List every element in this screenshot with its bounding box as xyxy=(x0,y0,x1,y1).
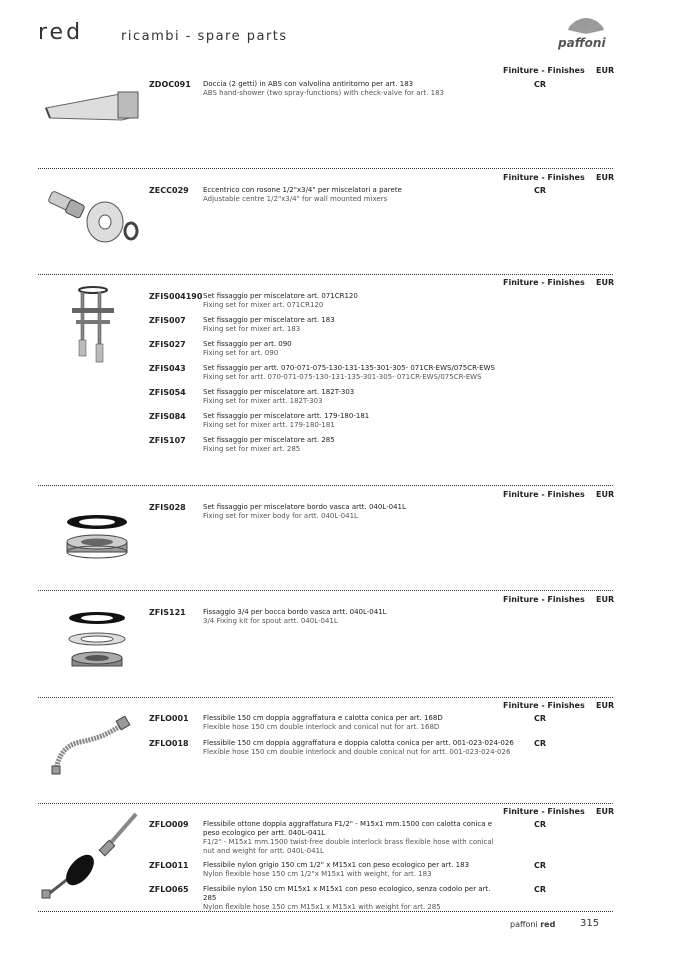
divider xyxy=(38,590,613,591)
spout-fixing-image xyxy=(64,610,130,672)
eur-header: EUR xyxy=(596,66,615,75)
item-description xyxy=(203,739,523,757)
finishes-header: Finiture - Finishes xyxy=(503,173,585,182)
divider xyxy=(38,911,613,912)
item-description xyxy=(203,503,503,521)
footer xyxy=(510,920,555,929)
fixing-rods-image xyxy=(68,284,118,368)
item-finish: CR xyxy=(534,739,547,748)
footer-brand: paffoni xyxy=(510,920,538,929)
item-desc-it: Set fissaggio per miscelatore bordo vasca artt. 040L-041L xyxy=(203,503,406,511)
item-description xyxy=(203,388,503,406)
item-desc-en: Fixing set for art. 090 xyxy=(203,349,279,357)
eur-header: EUR xyxy=(596,278,615,287)
item-desc-en: Fixing set for mixer body for artt. 040L-041L xyxy=(203,512,358,520)
item-desc-it: Set fissaggio per miscelatore art. 285 xyxy=(203,436,335,444)
item-description xyxy=(203,340,503,358)
eur-header: EUR xyxy=(596,701,615,710)
item-desc-en: Fixing set for mixer art. 285 xyxy=(203,445,301,453)
item-finish: CR xyxy=(534,80,547,89)
item-desc-it: Set fissaggio per artt. 070-071-075-130-131-135-301-305- 071CR-EWS/075CR-EWS xyxy=(203,364,495,372)
item-description xyxy=(203,80,503,98)
item-finish: CR xyxy=(534,885,547,894)
item-code: ZFLO009 xyxy=(149,820,189,829)
item-code: ZFLO001 xyxy=(149,714,189,723)
item-desc-en: Fixing set for mixer artt. 182T-303 xyxy=(203,397,323,405)
item-desc-en: 3/4 Fixing kit for spout artt. 040L-041L xyxy=(203,617,338,625)
item-desc-it: Eccentrico con rosone 1/2"x3/4" per miscelatori a parete xyxy=(203,186,402,194)
item-desc-it: Set fissaggio per miscelatore art. 071CR120 xyxy=(203,292,358,300)
item-desc-it: Set fissaggio per art. 090 xyxy=(203,340,292,348)
item-desc-en: Nylon flexible hose 150 cm M15x1 x M15x1 with weight for art. 285 xyxy=(203,903,441,911)
divider xyxy=(38,274,613,275)
item-code: ZFIS027 xyxy=(149,340,186,349)
item-description xyxy=(203,412,503,430)
item-description xyxy=(203,861,503,879)
eur-header: EUR xyxy=(596,173,615,182)
item-code: ZFIS107 xyxy=(149,436,186,445)
item-description xyxy=(203,885,503,912)
item-description xyxy=(203,364,523,382)
eur-header: EUR xyxy=(596,490,615,499)
nylon-hose-weight-image xyxy=(40,810,140,900)
divider xyxy=(38,168,613,169)
hand-shower-image xyxy=(40,86,140,130)
item-desc-it: Set fissaggio per miscelatore artt. 179-180-181 xyxy=(203,412,370,420)
item-code: ZFIS028 xyxy=(149,503,186,512)
eur-header: EUR xyxy=(596,807,615,816)
eccentric-image xyxy=(45,188,141,248)
divider xyxy=(38,485,613,486)
footer-line: red xyxy=(540,920,556,929)
item-finish: CR xyxy=(534,861,547,870)
item-desc-en: Fixing set for mixer art. 071CR120 xyxy=(203,301,324,309)
item-desc-en: ABS hand-shower (two spray-functions) with check-valve for art. 183 xyxy=(203,89,445,97)
divider xyxy=(38,697,613,698)
item-desc-it: Flessibile 150 cm doppia aggraffatura e calotta conica per art. 168D xyxy=(203,714,443,722)
item-description xyxy=(203,316,503,334)
item-desc-it: Flessibile nylon 150 cm M15x1 x M15x1 con peso ecologico, senza codolo per art. 285 xyxy=(203,885,491,902)
item-desc-it: Doccia (2 getti) in ABS con valvolina antiritorno per art. 183 xyxy=(203,80,414,88)
finishes-header: Finiture - Finishes xyxy=(503,278,585,287)
item-description xyxy=(203,436,503,454)
item-desc-it: Set fissaggio per miscelatore art. 182T-303 xyxy=(203,388,355,396)
item-desc-it: Flessibile 150 cm doppia aggraffatura e doppia calotta conica per artt. 001-023-024-026 xyxy=(203,739,514,747)
item-code: ZFIS121 xyxy=(149,608,186,617)
item-desc-it: Set fissaggio per miscelatore art. 183 xyxy=(203,316,335,324)
page-brand: red xyxy=(38,20,84,45)
page-subtitle: ricambi - spare parts xyxy=(121,29,288,44)
item-desc-en: Nylon flexible hose 150 cm 1/2"x M15x1 with weight, for art. 183 xyxy=(203,870,432,878)
finishes-header: Finiture - Finishes xyxy=(503,807,585,816)
item-description xyxy=(203,186,503,204)
item-code: ZFLO018 xyxy=(149,739,189,748)
item-code: ZFIS004190 xyxy=(149,292,203,301)
finishes-header: Finiture - Finishes xyxy=(503,66,585,75)
item-finish: CR xyxy=(534,820,547,829)
washer-nut-image xyxy=(62,512,132,560)
item-finish: CR xyxy=(534,714,547,723)
item-desc-en: Fixing set for mixer art. 183 xyxy=(203,325,301,333)
item-desc-it: Flessibile ottone doppia aggraffatura F1/2" - M15x1 mm.1500 con calotta conica e peso ecologico per artt. 040L-041L xyxy=(203,820,493,837)
finishes-header: Finiture - Finishes xyxy=(503,595,585,604)
finishes-header: Finiture - Finishes xyxy=(503,490,585,499)
item-desc-en: Adjustable centre 1/2"x3/4" for wall mounted mixers xyxy=(203,195,388,203)
finishes-header: Finiture - Finishes xyxy=(503,701,585,710)
item-desc-it: Fissaggio 3/4 per bocca bordo vasca artt. 040L-041L xyxy=(203,608,387,616)
item-desc-en: Fixing set for artt. 070-071-075-130-131-135-301-305- 071CR-EWS/075CR-EWS xyxy=(203,373,482,381)
item-desc-en: Fixing set for mixer artt. 179-180-181 xyxy=(203,421,335,429)
item-code: ZFLO011 xyxy=(149,861,189,870)
item-description xyxy=(203,292,503,310)
item-description xyxy=(203,608,503,626)
item-code: ZFIS043 xyxy=(149,364,186,373)
logo-text: paffoni xyxy=(558,36,606,50)
flexible-hose-image xyxy=(50,716,132,776)
item-finish: CR xyxy=(534,186,547,195)
item-desc-en: F1/2" - M15x1 mm.1500 twist-free double interlock brass flexible hose with conical nut and weight for artt. 040L-041L xyxy=(203,838,494,855)
page-number: 315 xyxy=(580,918,600,929)
item-code: ZFIS007 xyxy=(149,316,186,325)
item-code: ZECC029 xyxy=(149,186,189,195)
item-desc-en: Flexible hose 150 cm double interlock and conical nut for art. 168D xyxy=(203,723,440,731)
item-code: ZDOC091 xyxy=(149,80,191,89)
item-desc-it: Flessibile nylon grigio 150 cm 1/2" x M15x1 con peso ecologico per art. 183 xyxy=(203,861,470,869)
item-code: ZFIS054 xyxy=(149,388,186,397)
item-description xyxy=(203,820,503,856)
item-description xyxy=(203,714,503,732)
item-code: ZFIS084 xyxy=(149,412,186,421)
item-desc-en: Flexible hose 150 cm double interlock and double conical nut for artt. 001-023-024-026 xyxy=(203,748,511,756)
divider xyxy=(38,803,613,804)
item-code: ZFLO065 xyxy=(149,885,189,894)
eur-header: EUR xyxy=(596,595,615,604)
